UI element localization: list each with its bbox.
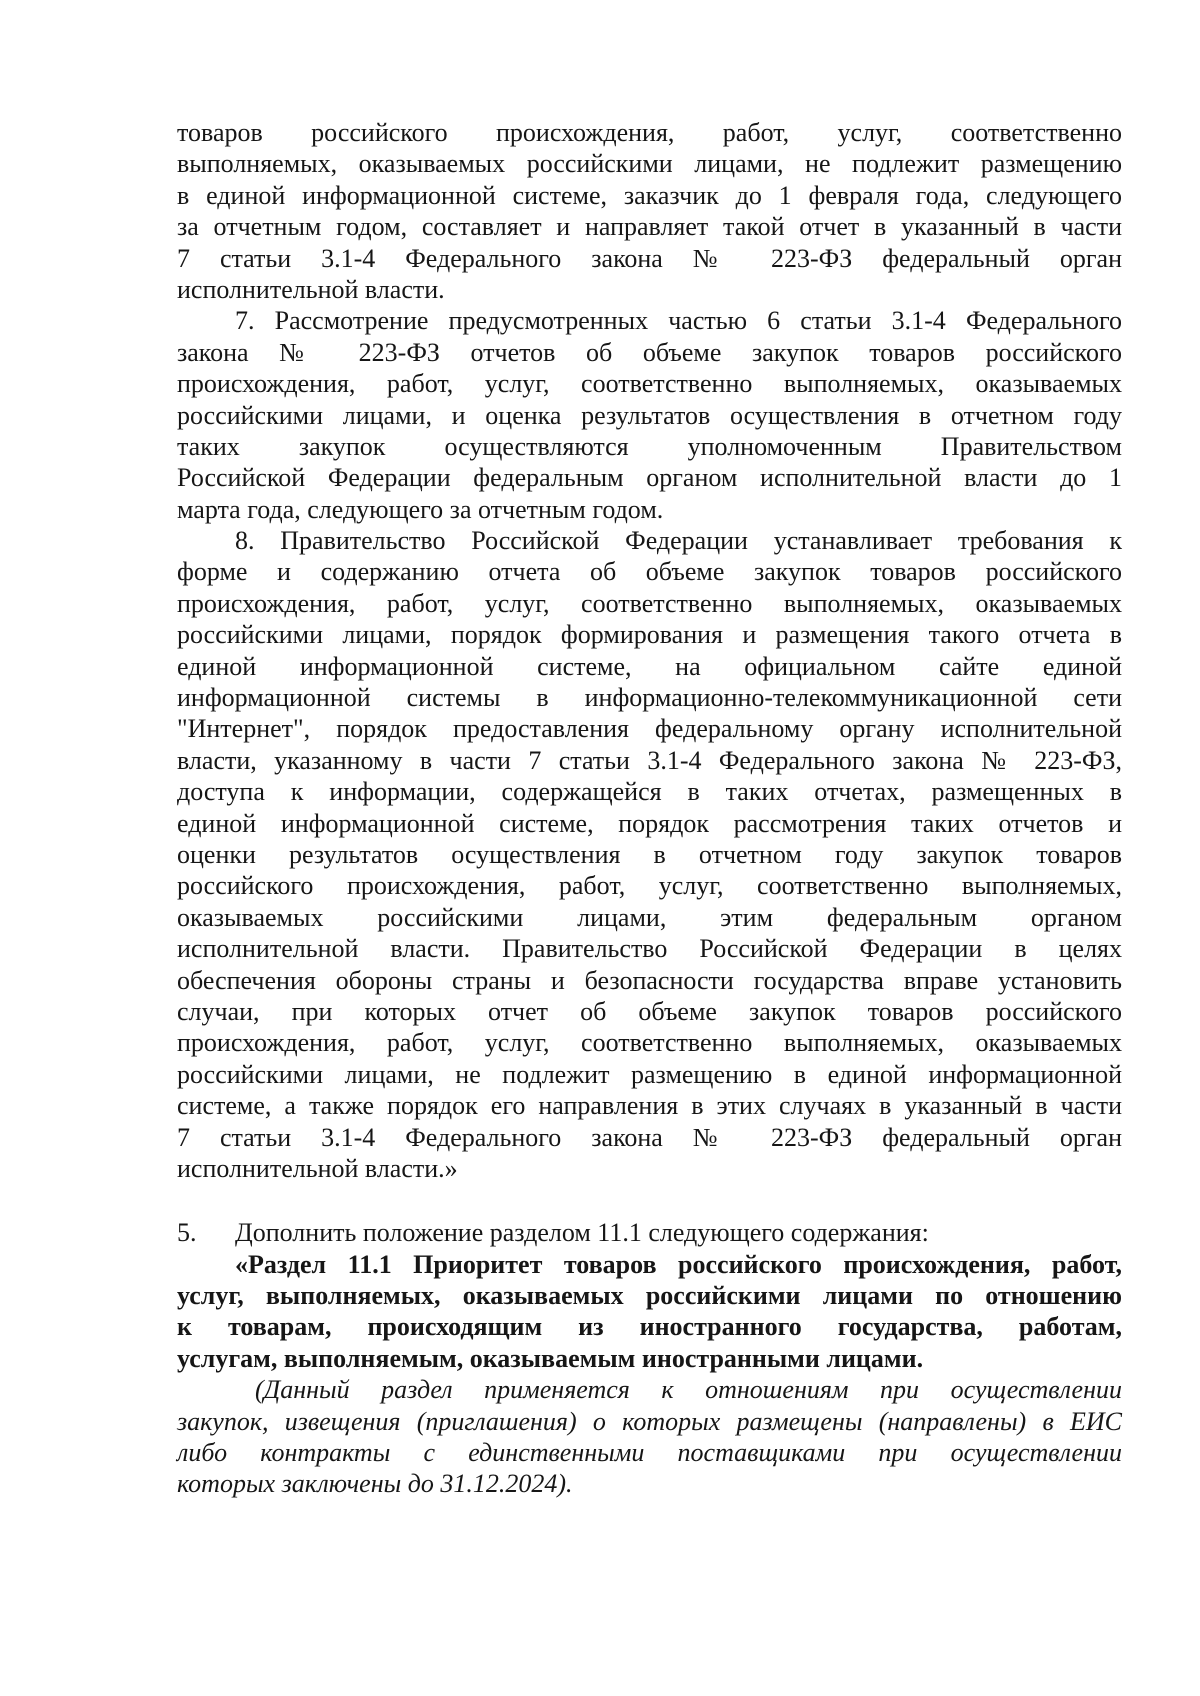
text-line: единой информационной системе, порядок рассмотрения таких отчетов и [177,808,1122,838]
text-line: исполнительной власти. [177,274,445,304]
text-line: российского происхождения, работ, услуг, соответственно выполняемых, [177,871,1122,901]
paragraph-8 [177,525,1122,1184]
text-line: российскими лицами, порядок формирования и размещения такого отчета в [177,620,1122,650]
text-line: к товарам, происходящим из иностранного государства, работам, [177,1312,1122,1342]
text-line: «Раздел 11.1 Приоритет товаров российского происхождения, работ, [235,1249,1122,1279]
document-body [177,117,1122,1500]
text-line: в единой информационной системе, заказчик до 1 февраля года, следующего [177,180,1122,210]
text-line: марта года, следующего за отчетным годом. [177,494,664,524]
text-line: 7. Рассмотрение предусмотренных частью 6 статьи 3.1-4 Федерального [235,306,1122,336]
text-line: товаров российского происхождения, работ, услуг, соответственно [177,118,1122,147]
text-line: услугам, выполняемым, оказываемым иностранными лицами. [177,1343,924,1373]
text-line: Российской Федерации федеральным органом исполнительной власти до 1 [177,463,1122,493]
text-line: исполнительной власти.» [177,1153,458,1183]
text-line: 8. Правительство Российской Федерации устанавливает требования к [235,526,1122,556]
text-line: форме и содержанию отчета об объеме закупок товаров российского [177,557,1122,587]
text-line: происхождения, работ, услуг, соответственно выполняемых, оказываемых [177,1028,1122,1058]
text-line: случаи, при которых отчет об объеме закупок товаров российского [177,996,1122,1026]
text-line: за отчетным годом, составляет и направляет такой отчет в указанный в части [177,212,1122,242]
text-line: выполняемых, оказываемых российскими лицами, не подлежит размещению [177,149,1122,179]
text-line: оказываемых российскими лицами, этим федеральным органом [177,902,1122,932]
list-item-number: 5. [177,1218,197,1248]
text-line: закупок, извещения (приглашения) о которых размещены (направлены) в ЕИС [177,1406,1122,1436]
text-line: обеспечения обороны страны и безопасности государства вправе установить [177,965,1122,995]
text-line: которых заключены до 31.12.2024). [177,1469,573,1499]
text-line: "Интернет", порядок предоставления федеральному органу исполнительной [177,714,1122,744]
text-line: происхождения, работ, услуг, соответственно выполняемых, оказываемых [177,369,1122,399]
paragraph-continuation [177,117,1122,305]
text-line: закона № 223-ФЗ отчетов об объеме закупок товаров российского [177,337,1122,367]
section-note [177,1374,1122,1500]
text-line: услуг, выполняемых, оказываемых российскими лицами по отношению [177,1281,1122,1311]
text-line: (Данный раздел применяется к отношениям при осуществлении [255,1375,1122,1405]
text-line: власти, указанному в части 7 статьи 3.1-4 Федерального закона № 223-ФЗ, [177,745,1122,775]
text-line: таких закупок осуществляются уполномоченным Правительством [177,431,1122,461]
text-line: происхождения, работ, услуг, соответственно выполняемых, оказываемых [177,588,1122,618]
text-line: российскими лицами, и оценка результатов осуществления в отчетном году [177,400,1122,430]
text-line: либо контракты с единственными поставщиками при осуществлении [177,1438,1122,1468]
section-title [177,1249,1122,1375]
text-line: единой информационной системе, на официальном сайте единой [177,651,1122,681]
text-line: 7 статьи 3.1-4 Федерального закона № 223-ФЗ федеральный орган [177,1122,1122,1152]
text-line: российскими лицами, не подлежит размещению в единой информационной [177,1059,1122,1089]
text-line: информационной системы в информационно-телекоммуникационной сети [177,683,1122,713]
text-line: 7 статьи 3.1-4 Федерального закона № 223-ФЗ федеральный орган [177,243,1122,273]
text-line: системе, а также порядок его направления в этих случаях в указанный в части [177,1091,1122,1121]
list-item-5 [177,1217,1122,1248]
text-line: оценки результатов осуществления в отчетном году закупок товаров [177,839,1122,869]
list-item-text: Дополнить положение разделом 11.1 следующего содержания: [235,1218,929,1248]
text-line: доступа к информации, содержащейся в таких отчетах, размещенных в [177,777,1122,807]
paragraph-7 [177,305,1122,525]
text-line: исполнительной власти. Правительство Российской Федерации в целях [177,934,1122,964]
